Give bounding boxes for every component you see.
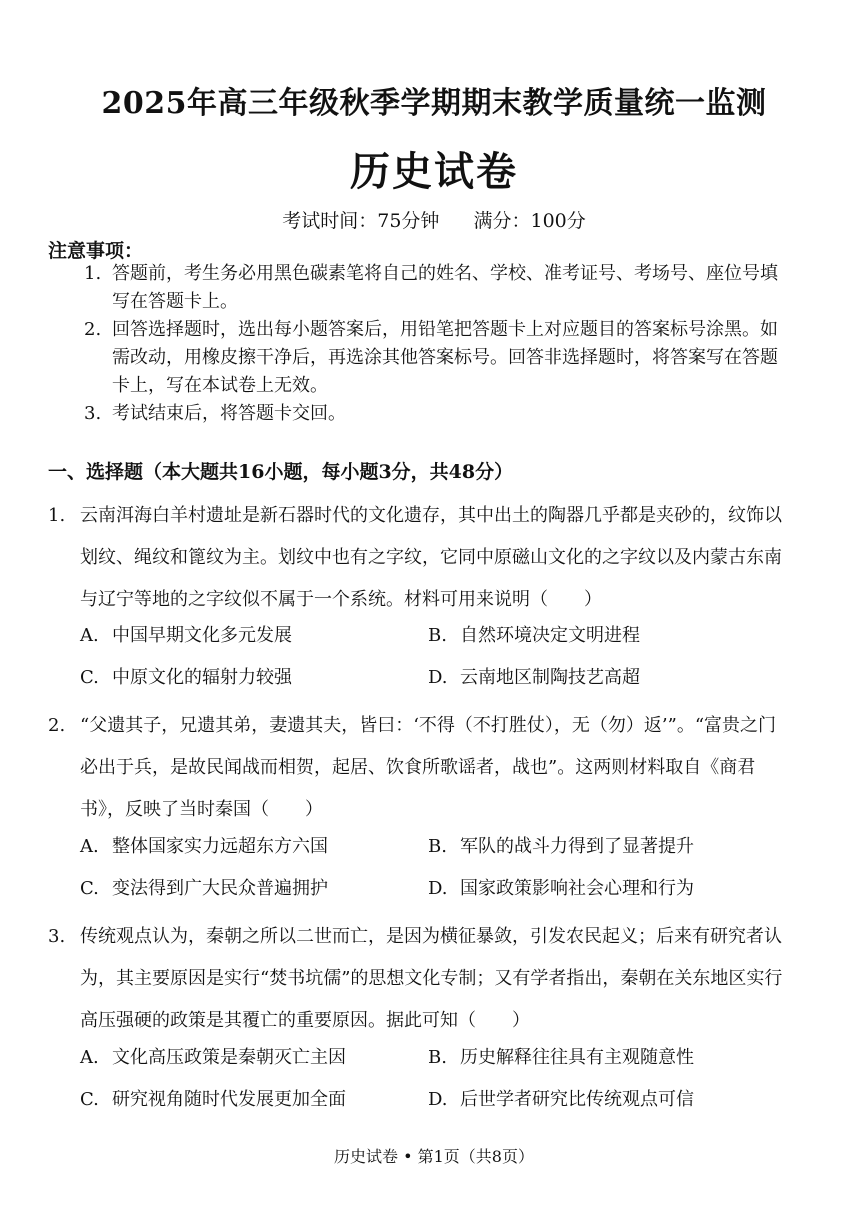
question-number: 1.	[48, 505, 66, 526]
question-stem: “父遗其子，兄遗其弟，妻遗其夫，皆曰：‘不得（不打胜仗），无（勿）返’”。“富贵之门必出于兵，是故民闻战而相贺，起居、饮食所歌谣者，战也”。这两则材料取自《商君书》，反映了当时秦国（ ）	[80, 715, 777, 820]
notice-item	[84, 260, 784, 316]
option-label: B.	[428, 836, 447, 857]
option-c	[80, 664, 292, 692]
option-text: 整体国家实力远超东方六国	[112, 836, 328, 857]
notice-item-number: 2.	[84, 319, 102, 340]
option-text: 变法得到广大民众普遍拥护	[112, 878, 328, 899]
question-number: 2.	[48, 715, 66, 736]
option-b	[428, 1044, 694, 1072]
option-a	[80, 1044, 346, 1072]
option-a	[80, 622, 292, 650]
option-text: 后世学者研究比传统观点可信	[460, 1089, 694, 1110]
option-a	[80, 833, 328, 861]
notice-item-text: 考试结束后，将答题卡交回。	[112, 403, 346, 424]
option-label: B.	[428, 625, 447, 646]
exam-title: 2025年高三年级秋季学期期末教学质量统一监测	[101, 86, 767, 121]
option-c	[80, 1086, 346, 1114]
option-label: B.	[428, 1047, 447, 1068]
question-stem: 云南洱海白羊村遗址是新石器时代的文化遗存，其中出土的陶器几乎都是夹砂的，纹饰以划纹、绳纹和篦纹为主。划纹中也有之字纹，它同中原磁山文化的之字纹以及内蒙古东南与辽宁等地的之字纹似不属于一个系统。材料可用来说明（ ）	[80, 505, 782, 610]
option-label: D.	[428, 878, 448, 899]
subject-title: 历史试卷	[350, 148, 518, 195]
notice-item-text: 回答选择题时，选出每小题答案后，用铅笔把答题卡上对应题目的答案标号涂黑。如需改动，用橡皮擦干净后，再选涂其他答案标号。回答非选择题时，将答案写在答题卡上，写在本试卷上无效。	[112, 319, 778, 396]
option-label: D.	[428, 1089, 448, 1110]
question-number: 3.	[48, 926, 66, 947]
option-text: 中国早期文化多元发展	[112, 625, 292, 646]
option-text: 云南地区制陶技艺高超	[460, 667, 640, 688]
question-2	[48, 705, 788, 831]
option-text: 国家政策影响社会心理和行为	[460, 878, 694, 899]
option-text: 自然环境决定文明进程	[460, 625, 640, 646]
option-label: A.	[80, 836, 99, 857]
option-label: A.	[80, 1047, 99, 1068]
option-label: D.	[428, 667, 448, 688]
notice-heading: 注意事项：	[48, 240, 144, 262]
question-stem: 传统观点认为，秦朝之所以二世而亡，是因为横征暴敛，引发农民起义；后来有研究者认为，其主要原因是实行“焚书坑儒”的思想文化专制；又有学者指出，秦朝在关东地区实行高压强硬的政策是其覆亡的重要原因。据此可知（ ）	[80, 926, 783, 1031]
option-text: 历史解释往往具有主观随意性	[460, 1047, 694, 1068]
option-text: 文化高压政策是秦朝灭亡主因	[112, 1047, 346, 1068]
option-label: C.	[80, 667, 99, 688]
question-3	[48, 916, 788, 1042]
option-b	[428, 833, 694, 861]
option-label: A.	[80, 625, 99, 646]
option-d	[428, 875, 694, 903]
option-b	[428, 622, 640, 650]
notice-item	[84, 316, 784, 400]
notice-item-text: 答题前，考生务必用黑色碳素笔将自己的姓名、学校、准考证号、考场号、座位号填写在答题卡上。	[112, 263, 778, 312]
option-label: C.	[80, 1089, 99, 1110]
notice-item-number: 1.	[84, 263, 102, 284]
option-text: 军队的战斗力得到了显著提升	[460, 836, 694, 857]
full-score: 满分：100分	[473, 210, 586, 232]
notice-item	[84, 400, 784, 428]
option-d	[428, 1086, 694, 1114]
question-1	[48, 495, 788, 621]
exam-meta	[0, 206, 868, 233]
exam-time: 考试时间：75分钟	[282, 210, 440, 232]
option-text: 研究视角随时代发展更加全面	[112, 1089, 346, 1110]
page-footer: 历史试卷 • 第1页（共8页）	[334, 1147, 534, 1166]
option-d	[428, 664, 640, 692]
option-c	[80, 875, 328, 903]
option-label: C.	[80, 878, 99, 899]
notice-item-number: 3.	[84, 403, 102, 424]
option-text: 中原文化的辐射力较强	[112, 667, 292, 688]
section-title: 一、选择题（本大题共16小题，每小题3分，共48分）	[48, 461, 514, 483]
